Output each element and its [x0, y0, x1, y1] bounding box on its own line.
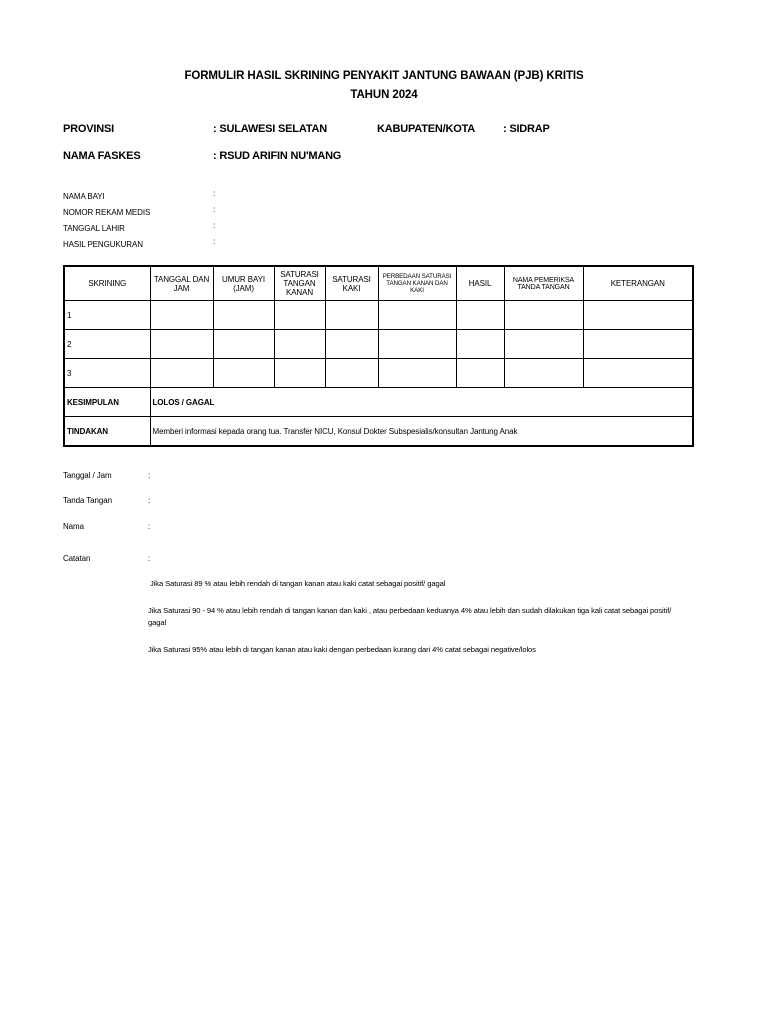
table-cell[interactable]	[378, 359, 456, 388]
nama-bayi-field[interactable]: :	[213, 189, 216, 198]
table-row	[64, 330, 693, 359]
table-row	[64, 359, 693, 388]
provinsi-value: : SULAWESI SELATAN	[213, 123, 327, 135]
row-number: 3	[64, 359, 150, 388]
table-cell[interactable]	[274, 301, 325, 330]
table-cell[interactable]	[274, 359, 325, 388]
table-cell[interactable]	[150, 359, 213, 388]
tanggal-lahir-label: TANGGAL LAHIR	[63, 224, 125, 233]
note-1: Jika Saturasi 89 % atau lebih rendah di tangan kanan atau kaki catat sebagai positif/ gagal	[148, 579, 446, 588]
nama-label: Nama	[63, 522, 84, 531]
col-hasil: HASIL	[456, 266, 504, 301]
note-3: Jika Saturasi 95% atau lebih di tangan kanan atau kaki dengan perbedaan kurang dari 4% catat sebagai negative/lolos	[148, 645, 536, 654]
table-cell[interactable]	[456, 359, 504, 388]
table-cell[interactable]	[504, 359, 583, 388]
catatan-field: :	[148, 554, 151, 563]
table-cell[interactable]	[378, 330, 456, 359]
nomor-rekam-medis-label: NOMOR REKAM MEDIS	[63, 208, 151, 217]
hasil-pengukuran-label: HASIL PENGUKURAN	[63, 240, 143, 249]
col-saturasi-tangan: SATURASI TANGAN KANAN	[274, 266, 325, 301]
table-cell[interactable]	[150, 301, 213, 330]
provinsi-label: PROVINSI	[63, 123, 114, 135]
table-cell[interactable]	[504, 330, 583, 359]
table-header-row	[64, 266, 693, 301]
tindakan-label: TINDAKAN	[64, 417, 150, 447]
nama-field[interactable]: :	[148, 522, 151, 531]
col-umur-bayi: UMUR BAYI (JAM)	[213, 266, 274, 301]
row-number: 1	[64, 301, 150, 330]
faskes-value: : RSUD ARIFIN NU'MANG	[213, 150, 342, 162]
table-cell[interactable]	[213, 301, 274, 330]
kabupaten-label: KABUPATEN/KOTA	[377, 123, 476, 135]
faskes-label: NAMA FASKES	[63, 150, 141, 162]
nomor-rekam-medis-field[interactable]: :	[213, 205, 216, 214]
table-cell[interactable]	[456, 330, 504, 359]
tanggal-jam-field[interactable]: :	[148, 471, 151, 480]
col-tanggal-jam: TANGGAL DAN JAM	[150, 266, 213, 301]
nama-bayi-label: NAMA BAYI	[63, 192, 105, 201]
kabupaten-value: : SIDRAP	[503, 123, 550, 135]
form-year: TAHUN 2024	[350, 89, 418, 101]
kesimpulan-value[interactable]: LOLOS / GAGAL	[150, 388, 693, 417]
col-saturasi-kaki: SATURASI KAKI	[325, 266, 378, 301]
col-skrining: SKRINING	[64, 266, 150, 301]
table-row	[64, 301, 693, 330]
col-nama-pemeriksa: NAMA PEMERIKSA TANDA TANGAN	[504, 266, 583, 301]
table-cell[interactable]	[583, 359, 693, 388]
tanda-tangan-label: Tanda Tangan	[63, 496, 112, 505]
note-2: Jika Saturasi 90 - 94 % atau lebih rendah di tangan kanan dan kaki , atau perbedaan keduanya 4% atau lebih dan sudah dilakukan tiga kali catat sebagai positif/ gagal	[148, 606, 672, 627]
tanggal-lahir-field[interactable]: :	[213, 221, 216, 230]
tindakan-row	[64, 417, 693, 447]
col-keterangan: KETERANGAN	[583, 266, 693, 301]
table-cell[interactable]	[325, 359, 378, 388]
kesimpulan-row	[64, 388, 693, 417]
form-title: FORMULIR HASIL SKRINING PENYAKIT JANTUNG BAWAAN (PJB) KRITIS	[184, 70, 584, 82]
table-cell[interactable]	[583, 301, 693, 330]
tanda-tangan-field[interactable]: :	[148, 496, 151, 505]
table-cell[interactable]	[378, 301, 456, 330]
table-cell[interactable]	[583, 330, 693, 359]
kesimpulan-label: KESIMPULAN	[64, 388, 150, 417]
table-cell[interactable]	[456, 301, 504, 330]
table-cell[interactable]	[504, 301, 583, 330]
table-cell[interactable]	[325, 301, 378, 330]
table-cell[interactable]	[213, 359, 274, 388]
tanggal-jam-label: Tanggal / Jam	[63, 471, 112, 480]
catatan-label: Catatan	[63, 554, 91, 563]
tindakan-value: Memberi informasi kepada orang tua. Transfer NICU, Konsul Dokter Subspesialis/konsultan Jantung Anak	[150, 417, 693, 447]
screening-table	[63, 265, 694, 447]
table-cell[interactable]	[213, 330, 274, 359]
hasil-pengukuran-field[interactable]: :	[213, 237, 216, 246]
row-number: 2	[64, 330, 150, 359]
table-cell[interactable]	[150, 330, 213, 359]
col-perbedaan-saturasi: PERBEDAAN SATURASI TANGAN KANAN DAN KAKI	[378, 266, 456, 301]
table-cell[interactable]	[274, 330, 325, 359]
table-cell[interactable]	[325, 330, 378, 359]
